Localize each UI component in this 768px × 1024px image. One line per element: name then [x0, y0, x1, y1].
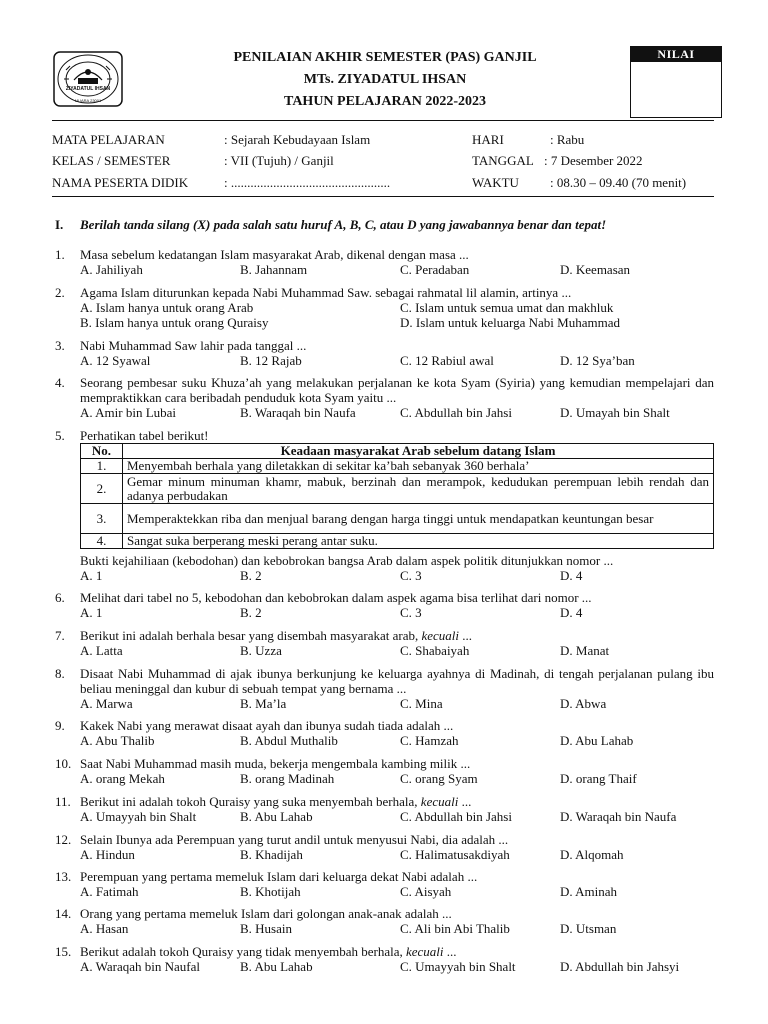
question-number: 6. — [55, 590, 65, 605]
date-value: : 7 Desember 2022 — [544, 153, 643, 168]
option-b[interactable]: B. 2 — [240, 568, 262, 583]
option-c[interactable]: C. Aisyah — [400, 884, 452, 899]
subject-label: MATA PELAJARAN — [52, 132, 165, 147]
score-label: NILAI — [631, 47, 721, 62]
society-table — [80, 443, 714, 549]
option-c[interactable]: C. Umayyah bin Shalt — [400, 959, 516, 974]
option-d[interactable]: D. Abwa — [560, 696, 607, 711]
question-text: Berikut ini adalah tokoh Quraisy yang suka menyembah berhala, kecuali ... — [80, 794, 472, 809]
score-box — [630, 46, 722, 118]
emphasis-kecuali: kecuali — [405, 944, 444, 959]
option-b[interactable]: B. 2 — [240, 605, 262, 620]
option-d[interactable]: D. Aminah — [560, 884, 618, 899]
question-text: Orang yang pertama memeluk Islam dari golongan anak-anak adalah ... — [80, 906, 452, 921]
table-header-title: Keadaan masyarakat Arab sebelum datang Islam — [123, 444, 714, 459]
question-number: 11. — [55, 794, 71, 809]
option-b[interactable]: B. Islam hanya untuk orang Quraisy — [80, 315, 269, 330]
option-c[interactable]: C. Ali bin Abi Thalib — [400, 921, 510, 936]
info-row-class — [52, 153, 722, 169]
option-d[interactable]: D. Abdullah bin Jahsyi — [560, 959, 680, 974]
table-cell-text: Gemar minum minuman khamr, mabuk, berzinah dan merampok, kedudukan perempuan lebih rendah dan adanya perbudakan — [123, 474, 714, 504]
question-number: 14. — [55, 906, 72, 921]
option-d[interactable]: D. Keemasan — [560, 262, 631, 277]
question-text: Selain Ibunya ada Perempuan yang turut andil untuk menyusui Nabi, dia adalah ... — [80, 832, 509, 847]
emphasis-kecuali: kecuali — [420, 794, 459, 809]
option-b[interactable]: B. Abu Lahab — [240, 959, 313, 974]
header-divider — [52, 120, 714, 121]
option-d[interactable]: D. Abu Lahab — [560, 733, 634, 748]
subject-value: : Sejarah Kebudayaan Islam — [224, 132, 371, 147]
class-value: : VII (Tujuh) / Ganjil — [224, 153, 334, 168]
option-a[interactable]: A. Umayyah bin Shalt — [80, 809, 197, 824]
table-cell-no: 1. — [81, 459, 123, 474]
table-cell-text: Memperaktekkan riba dan menjual barang dengan harga tinggi untuk mendapatkan keuntungan besar — [123, 504, 714, 534]
option-c[interactable]: C. Abdullah bin Jahsi — [400, 405, 512, 420]
option-a[interactable]: A. Waraqah bin Naufal — [80, 959, 201, 974]
info-row-name — [52, 175, 722, 191]
instruction-text: Berilah tanda silang (X) pada salah satu huruf A, B, C, atau D yang jawabannya benar dan tepat! — [80, 217, 607, 232]
option-b[interactable]: B. Khadijah — [240, 847, 303, 862]
question-text: Kakek Nabi yang merawat disaat ayah dan ibunya sudah tiada adalah ... — [80, 718, 454, 733]
option-c[interactable]: C. 3 — [400, 568, 422, 583]
question-text: Nabi Muhammad Saw lahir pada tanggal ... — [80, 338, 307, 353]
option-a[interactable]: A. 1 — [80, 568, 103, 583]
class-label: KELAS / SEMESTER — [52, 153, 171, 168]
option-c[interactable]: C. Islam untuk semua umat dan makhluk — [400, 300, 614, 315]
exam-title: PENILAIAN AKHIR SEMESTER (PAS) GANJIL — [233, 50, 537, 65]
option-d[interactable]: D. Utsman — [560, 921, 617, 936]
option-c[interactable]: C. 12 Rabiul awal — [400, 353, 494, 368]
question-number: 12. — [55, 832, 72, 847]
school-logo — [52, 50, 124, 108]
question-number: 9. — [55, 718, 65, 733]
option-c[interactable]: C. Shabaiyah — [400, 643, 470, 658]
option-a[interactable]: A. Latta — [80, 643, 123, 658]
option-c[interactable]: C. Peradaban — [400, 262, 470, 277]
table-cell-no: 4. — [81, 534, 123, 549]
table-header-no: No. — [81, 444, 123, 459]
option-d[interactable]: D. 12 Sya’ban — [560, 353, 635, 368]
option-c[interactable]: C. orang Syam — [400, 771, 478, 786]
question-number: 2. — [55, 285, 65, 300]
table-cell-no: 3. — [81, 504, 123, 534]
option-c[interactable]: C. 3 — [400, 605, 422, 620]
table-row — [81, 534, 714, 549]
option-d[interactable]: D. Manat — [560, 643, 610, 658]
option-a[interactable]: A. Jahiliyah — [80, 262, 143, 277]
question-text: Seorang pembesar suku Khuza’ah yang melakukan perjalanan ke kota Syam (Syiria) yang kemudian mempelajari dan mempraktikkan cara beribadah penduduk kota Syam yaitu ... — [80, 375, 714, 405]
option-c[interactable]: C. Mina — [400, 696, 443, 711]
option-b[interactable]: B. Abu Lahab — [240, 809, 313, 824]
option-d[interactable]: D. Islam untuk keluarga Nabi Muhammad — [400, 315, 620, 330]
table-cell-text: Menyembah berhala yang diletakkan di sekitar ka’bah sebanyak 360 berhala’ — [123, 459, 714, 474]
table-row — [81, 459, 714, 474]
option-c[interactable]: C. Abdullah bin Jahsi — [400, 809, 512, 824]
option-a[interactable]: A. 12 Syawal — [80, 353, 151, 368]
option-a[interactable]: A. orang Mekah — [80, 771, 165, 786]
logo-subtext: MUARA 23001 — [74, 98, 102, 103]
question-number: 10. — [55, 756, 72, 771]
day-value: : Rabu — [550, 132, 585, 147]
table-header-row — [81, 444, 714, 459]
school-name: MTs. ZIYADATUL IHSAN — [303, 72, 467, 87]
table-row — [81, 504, 714, 534]
question-text: Melihat dari tabel no 5, kebodohan dan kebobrokan dalam aspek agama bisa terlihat dari nomor ... — [80, 590, 592, 605]
option-b[interactable]: B. Ma’la — [240, 696, 287, 711]
question-text: Masa sebelum kedatangan Islam masyarakat Arab, dikenal dengan masa ... — [80, 247, 469, 262]
question-number: 15. — [55, 944, 72, 959]
student-name-label: NAMA PESERTA DIDIK — [52, 175, 189, 190]
question-number: 4. — [55, 375, 65, 390]
option-d[interactable]: D. Umayah bin Shalt — [560, 405, 670, 420]
option-a[interactable]: A. Hasan — [80, 921, 129, 936]
option-a[interactable]: A. Marwa — [80, 696, 133, 711]
day-label: HARI — [472, 132, 504, 147]
option-a[interactable]: A. Abu Thalib — [80, 733, 155, 748]
info-divider — [52, 196, 714, 197]
option-d[interactable]: D. 4 — [560, 568, 583, 583]
option-a[interactable]: A. 1 — [80, 605, 103, 620]
question-text: Agama Islam diturunkan kepada Nabi Muhammad Saw. sebagai rahmatal lil alamin, artinya ... — [80, 285, 572, 300]
option-a[interactable]: A. Hindun — [80, 847, 135, 862]
option-d[interactable]: D. 4 — [560, 605, 583, 620]
table-row — [81, 474, 714, 504]
question-text: Berikut ini adalah berhala besar yang disembah masyarakat arab, kecuali ... — [80, 628, 473, 643]
question-number: 7. — [55, 628, 65, 643]
student-name-field[interactable]: : ................................................. — [224, 175, 391, 190]
academic-year: TAHUN PELAJARAN 2022-2023 — [284, 94, 486, 109]
option-a[interactable]: A. Fatimah — [80, 884, 139, 899]
option-b[interactable]: B. Abdul Muthalib — [240, 733, 338, 748]
question-number: 3. — [55, 338, 65, 353]
question-number: 5. — [55, 428, 65, 443]
option-d[interactable]: D. Alqomah — [560, 847, 624, 862]
time-label: WAKTU — [472, 175, 519, 190]
option-d[interactable]: D. Waraqah bin Naufa — [560, 809, 677, 824]
info-row-subject — [52, 132, 722, 148]
logo-text: ZIYADATUL IHSAN — [65, 86, 111, 92]
question-text: Saat Nabi Muhammad masih muda, bekerja mengembala kambing milik ... — [80, 756, 471, 771]
question-text: Berikut adalah tokoh Quraisy yang tidak menyembah berhala, kecuali ... — [80, 944, 457, 959]
option-b[interactable]: B. Jahannam — [240, 262, 308, 277]
option-b[interactable]: B. orang Madinah — [240, 771, 335, 786]
option-c[interactable]: C. Hamzah — [400, 733, 459, 748]
question-text: Perhatikan tabel berikut! — [80, 428, 209, 443]
option-b[interactable]: B. Uzza — [240, 643, 282, 658]
option-b[interactable]: B. Husain — [240, 921, 292, 936]
time-value: : 08.30 – 09.40 (70 menit) — [550, 175, 687, 190]
option-a[interactable]: A. Islam hanya untuk orang Arab — [80, 300, 254, 315]
emphasis-kecuali: kecuali — [421, 628, 460, 643]
option-b[interactable]: B. 12 Rajab — [240, 353, 302, 368]
option-c[interactable]: C. Halimatusakdiyah — [400, 847, 510, 862]
option-b[interactable]: B. Waraqah bin Naufa — [240, 405, 356, 420]
question-number: 1. — [55, 247, 65, 262]
question-text: Bukti kejahiliaan (kebodohan) dan kebobrokan bangsa Arab dalam aspek politik ditunjukkan nomor ... — [80, 553, 614, 568]
question-number: 8. — [55, 666, 65, 681]
date-label: TANGGAL — [472, 153, 534, 168]
question-number: 13. — [55, 869, 72, 884]
question-text: Perempuan yang pertama memeluk Islam dari keluarga dekat Nabi adalah ... — [80, 869, 478, 884]
table-cell-no: 2. — [81, 474, 123, 504]
option-b[interactable]: B. Khotijah — [240, 884, 301, 899]
option-a[interactable]: A. Amir bin Lubai — [80, 405, 177, 420]
section-number: I. — [55, 217, 64, 232]
table-cell-text: Sangat suka berperang meski perang antar suku. — [123, 534, 714, 549]
question-text: Disaat Nabi Muhammad di ajak ibunya berkunjung ke keluarga ayahnya di Madinah, di tengah perjalanan pulang ibu beliau meninggal dan kubur di sebuah tempat yang bernama ... — [80, 666, 714, 696]
option-d[interactable]: D. orang Thaif — [560, 771, 637, 786]
